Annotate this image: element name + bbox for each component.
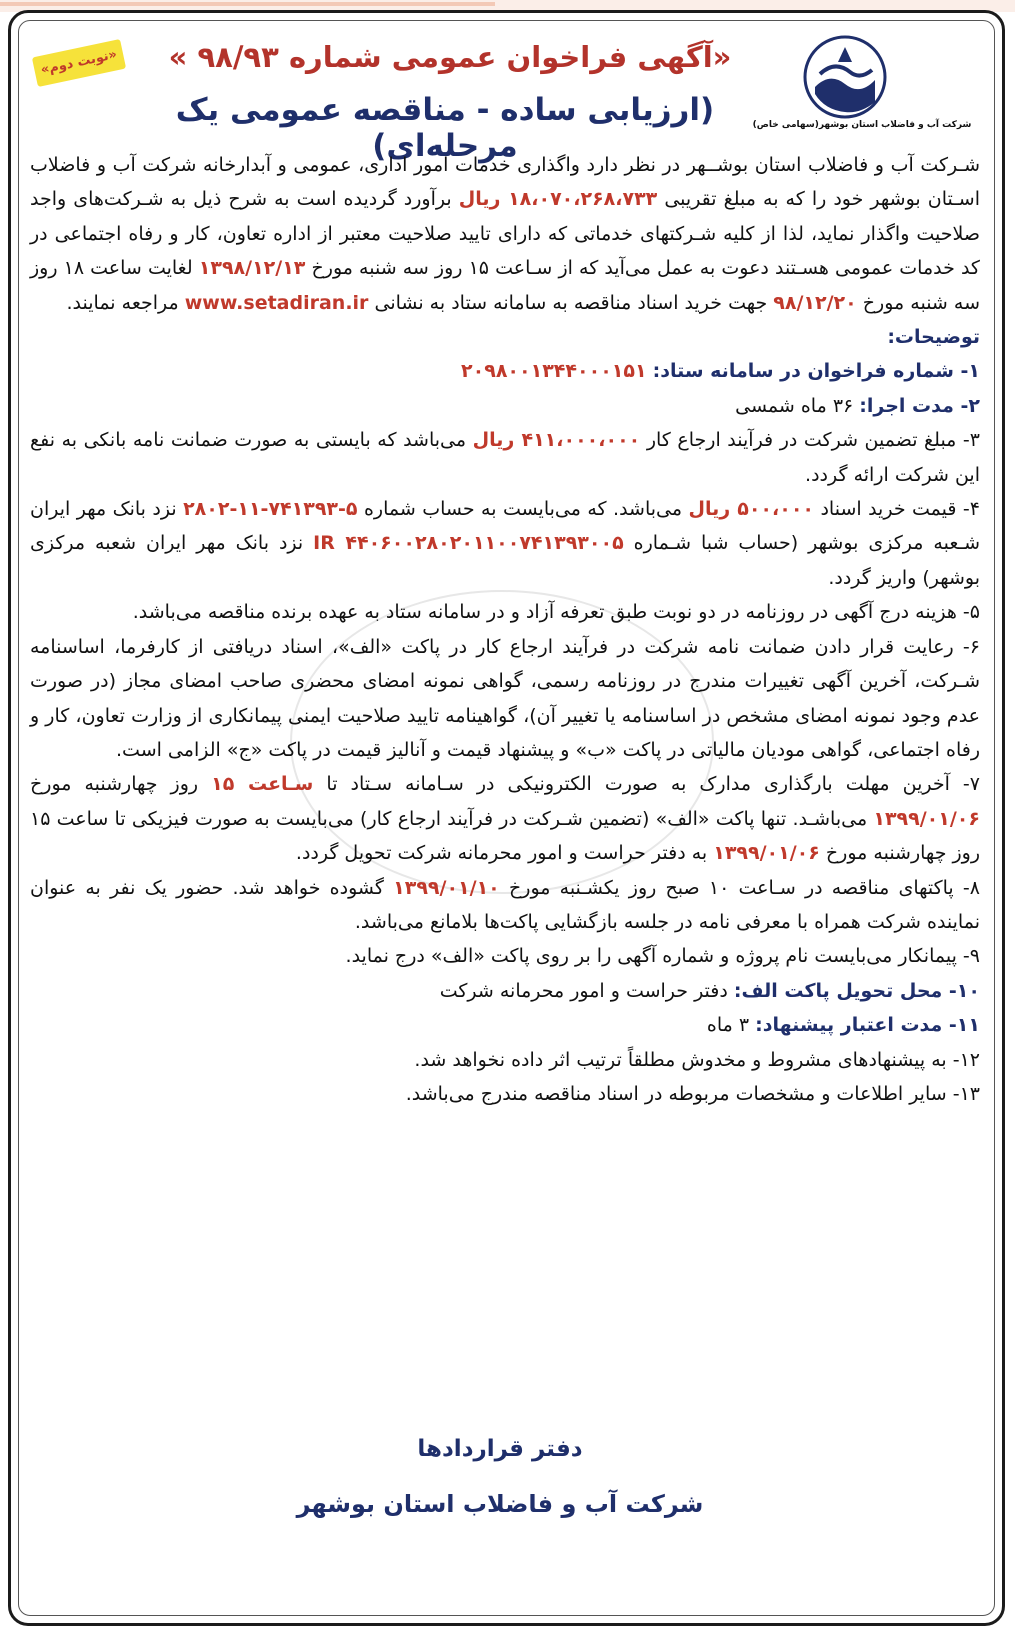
start-date: ۱۳۹۸/۱۲/۱۳ (198, 257, 306, 280)
document-price: ۵۰۰،۰۰۰ ریال (688, 498, 815, 521)
ad-body (30, 148, 980, 1111)
second-round-badge: «نوبت دوم» (32, 39, 126, 87)
item-12: ۱۲- به پیشنهادهای مشروط و مخدوش مطلقاً ترتیب اثر داده نخواهد شد. (414, 1048, 980, 1071)
guarantee-amount: ۴۱۱،۰۰۰،۰۰۰ ریال (472, 429, 641, 452)
intro-text-4: جهت خرید اسناد مناقصه به سامانه ستاد به نشانی (374, 291, 768, 314)
opening-date: ۱۳۹۹/۰۱/۱۰ (393, 876, 500, 899)
intro-text-5: مراجعه نمایند. (66, 291, 179, 314)
intro-text-3: لغایت ساعت ۱۸ روز سه شنبه مورخ (30, 257, 980, 314)
item-9: ۹- پیمانکار می‌بایست نام پروژه و شماره آگهی را بر روی پاکت «الف» درج نماید. (345, 945, 980, 968)
account-number: ۵-۷۴۱۳۹۳-۱۱-۲۸۰۲ (183, 498, 358, 521)
website-link[interactable]: www.setadiran.ir (184, 291, 369, 314)
item-2-label: ۲- مدت اجرا: (859, 394, 980, 417)
end-date: ۹۸/۱۲/۲۰ (773, 291, 857, 314)
item-8: ۸- پاکتهای مناقصه در سـاعت ۱۰ صبح روز یکشـنبه مورخ ۱۳۹۹/۰۱/۱۰ گشوده خواهد شد. حضور یک نفر به عنوان نماینده شرکت همراه با معرفی نامه در جلسه بازگشایی پاکت‌ها بلامانع می‌باشد. (30, 876, 981, 933)
footer-company: شرکت آب و فاضلاب استان بوشهر (296, 1490, 704, 1518)
item-10: ۱۰- محل تحویل پاکت الف: دفتر حراست و امور محرمانه شرکت (439, 979, 980, 1002)
intro-text-2: برآورد گردیده است به شرح ذیل به شـرکت‌های واجد صلاحیت واگذار نماید، لذا از کلیه شـرکتهای خدماتی که دارای تایید صلاحیت معتبر از اداره تعاون، کار و رفاه اجتماعی در کد خدمات عمومی هسـتند دعوت به عمل می‌آید که از سـاعت ۱۵ روز سه شنبه مورخ (30, 188, 980, 280)
item-7: ۷- آخرین مهلت بارگذاری مدارک به صورت الکترونیکی در سـامانه سـتاد تا سـاعت ۱۵ روز چهارشنبه مورخ ۱۳۹۹/۰۱/۰۶ می‌باشـد. تنها پاکت «الف» (تضمین شـرکت در فرآیند ارجاع کار) می‌بایست به صورت فیزیکی تا ساعت ۱۵ روز چهارشنبه مورخ ۱۳۹۹/۰۱/۰۶ به دفتر حراست و امور محرمانه شرکت تحویل گردد. (30, 773, 980, 865)
item-2 (30, 389, 980, 423)
item-1 (30, 354, 980, 388)
item-11: ۱۱- مدت اعتبار پیشنهاد: ۳ ماه (706, 1014, 980, 1037)
company-logo (800, 32, 890, 122)
duration-value: ۳۶ ماه شمسی (735, 394, 854, 417)
explanations-heading: توضیحات: (887, 326, 980, 349)
item-13: ۱۳- سایر اطلاعات و مشخصات مربوطه در اسناد مناقصه مندرج می‌باشد. (405, 1082, 980, 1105)
deadline-time: سـاعت ۱۵ (211, 773, 314, 796)
tender-number: ۲۰۹۸۰۰۱۳۴۴۰۰۰۱۵۱ (461, 360, 647, 383)
delivery-date: ۱۳۹۹/۰۱/۰۶ (713, 842, 820, 865)
ad-subtitle: (ارزیابی ساده - مناقصه عمومی یک مرحله‌ای) (175, 92, 715, 164)
footer-department: دفتر قراردادها (417, 1436, 583, 1462)
logo-caption: شرکت آب و فاضلاب استان بوشهر(سهامی خاص) (752, 120, 972, 130)
intro-text-1: شـرکت آب و فاضلاب استان بوشــهر در نظر دارد واگذاری خدمات امور اداری، عمومی و آبدارخانه شرکت آب و فاضلاب اسـتان بوشهر خود را که به مبلغ تقریبی (30, 154, 980, 211)
deadline-date: ۱۳۹۹/۰۱/۰۶ (873, 807, 980, 830)
item-1-label: ۱- شماره فراخوان در سامانه ستاد: (652, 360, 980, 383)
item-3: ۳- مبلغ تضمین شرکت در فرآیند ارجاع کار ۴۱۱،۰۰۰،۰۰۰ ریال می‌باشد که بایستی به صورت ضمانت نامه بانکی به نفع این شرکت ارائه گردد. (30, 429, 980, 486)
intro-paragraph (30, 148, 980, 320)
item-5: ۵- هزینه درج آگهی در روزنامه در دو نوبت طبق تعرفه آزاد و در سامانه ستاد به عهده برنده مناقصه می‌باشد. (132, 601, 980, 624)
estimated-amount: ۱۸،۰۷۰،۲۶۸،۷۳۳ ریال (458, 188, 658, 211)
ad-title: «آگهی فراخوان عمومی شماره ۹۸/۹۳ » (168, 40, 732, 74)
item-4: ۴- قیمت خرید اسناد ۵۰۰،۰۰۰ ریال می‌باشد. که می‌بایست به حساب شماره ۵-۷۴۱۳۹۳-۱۱-۲۸۰۲ نزد بانک مهر ایران شـعبه مرکزی بوشهر (حساب شبا شـماره IR ۴۴۰۶۰۰۲۸۰۲۰۱۱۰۰۷۴۱۳۹۳۰۰۵ نزد بانک مهر ایران شعبه مرکزی بوشهر) واریز گردد. (30, 498, 980, 589)
item-6: ۶- رعایت قرار دادن ضمانت نامه شرکت در فرآیند ارجاع کار در پاکت «الف»، اسناد دریافتی از کارفرما، اساسنامه شـرکت، آخرین آگهی تغییرات مندرج در روزنامه رسمی، گواهی نمونه امضای محضری صاحب امضای مجاز (در صورت عدم وجود نمونه امضای مشخص در اساسنامه یا تغییر آن)، گواهینامه تایید صلاحیت ایمنی پیمانکاری از وزارت تعاون، کار و رفاه اجتماعی، گواهی مودیان مالیاتی در پاکت «ب» و پیشنهاد قیمت و آنالیز قیمت در پاکت «ج» الزامی است. (30, 635, 980, 761)
sheba-number: IR ۴۴۰۶۰۰۲۸۰۲۰۱۱۰۰۷۴۱۳۹۳۰۰۵ (313, 532, 624, 555)
